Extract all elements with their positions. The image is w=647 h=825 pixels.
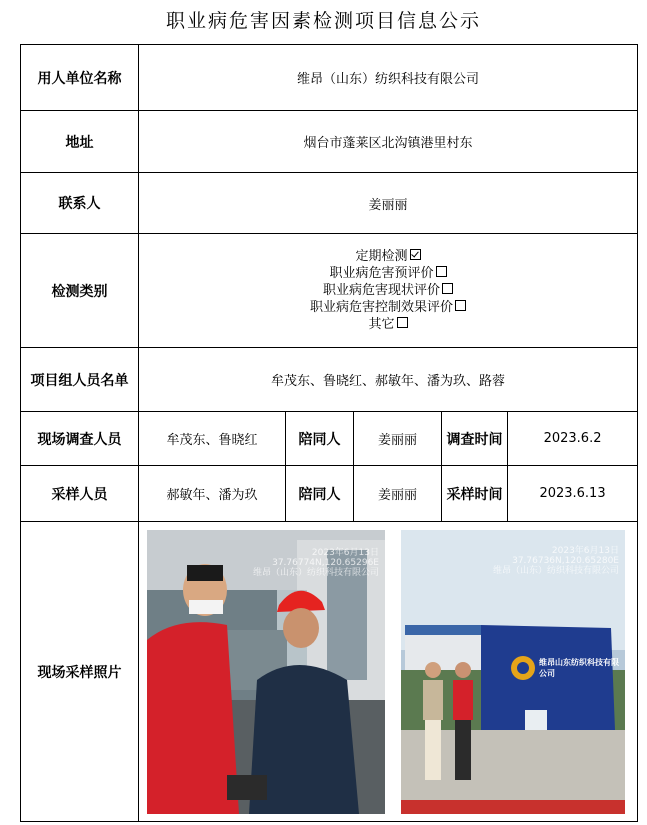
- category-option: 职业病危害预评价: [139, 265, 637, 282]
- category-label: 检测类别: [21, 234, 139, 348]
- team-value: 牟茂东、鲁晓红、郝敏年、潘为玖、路蓉: [139, 348, 638, 412]
- checkbox-checked-icon: [410, 249, 421, 260]
- contact-value: 姜丽丽: [139, 173, 638, 234]
- category-options: [139, 234, 638, 348]
- row-sampling: [21, 466, 638, 522]
- page-title: 职业病危害因素检测项目信息公示: [165, 10, 481, 32]
- survey-time-value: 2023.6.2: [508, 412, 638, 466]
- row-address: [21, 111, 638, 173]
- contact-label: 联系人: [21, 173, 139, 234]
- category-option: 职业病危害现状评价: [139, 282, 637, 299]
- employer-value: 维昂（山东）纺织科技有限公司: [139, 45, 638, 111]
- checkbox-empty-icon: [455, 300, 466, 311]
- info-table: [20, 44, 638, 822]
- photo-2-watermark: 2023年6月13日 37.76736N,120.65280E 维昂（山东）纺织科技有限公司: [492, 546, 619, 576]
- category-option: 职业病危害控制效果评价: [139, 299, 637, 316]
- survey-label: 现场调查人员: [21, 412, 139, 466]
- team-label: 项目组人员名单: [21, 348, 139, 412]
- sampling-label: 采样人员: [21, 466, 139, 522]
- category-option: 定期检测: [139, 248, 637, 265]
- sampling-value: 郝敏年、潘为玖: [139, 466, 286, 522]
- photo-2-sign-text: 维昂山东纺织科技有限公司: [539, 658, 619, 678]
- checkbox-empty-icon: [436, 266, 447, 277]
- checkbox-empty-icon: [397, 317, 408, 328]
- photo-1-watermark: 2023年6月13日 37.76774N,120.65296E 维昂（山东）纺织科技有限公司: [252, 548, 379, 578]
- row-survey: [21, 412, 638, 466]
- row-team: [21, 348, 638, 412]
- survey-accomp-value: 姜丽丽: [354, 412, 442, 466]
- survey-value: 牟茂东、鲁晓红: [139, 412, 286, 466]
- category-option: 其它: [139, 316, 637, 333]
- photos-cell: [139, 522, 638, 822]
- row-employer: [21, 45, 638, 111]
- sampling-accomp-label: 陪同人: [286, 466, 354, 522]
- survey-time-label: 调查时间: [442, 412, 508, 466]
- address-label: 地址: [21, 111, 139, 173]
- photos-label: 现场采样照片: [21, 522, 139, 822]
- site-photo-2: [401, 530, 625, 814]
- sampling-time-value: 2023.6.13: [508, 466, 638, 522]
- sampling-accomp-value: 姜丽丽: [354, 466, 442, 522]
- site-photo-1: [147, 530, 385, 814]
- sampling-time-label: 采样时间: [442, 466, 508, 522]
- checkbox-empty-icon: [442, 283, 453, 294]
- row-category: [21, 234, 638, 348]
- employer-label: 用人单位名称: [21, 45, 139, 111]
- row-photos: [21, 522, 638, 822]
- row-contact: [21, 173, 638, 234]
- survey-accomp-label: 陪同人: [286, 412, 354, 466]
- address-value: 烟台市蓬莱区北沟镇港里村东: [139, 111, 638, 173]
